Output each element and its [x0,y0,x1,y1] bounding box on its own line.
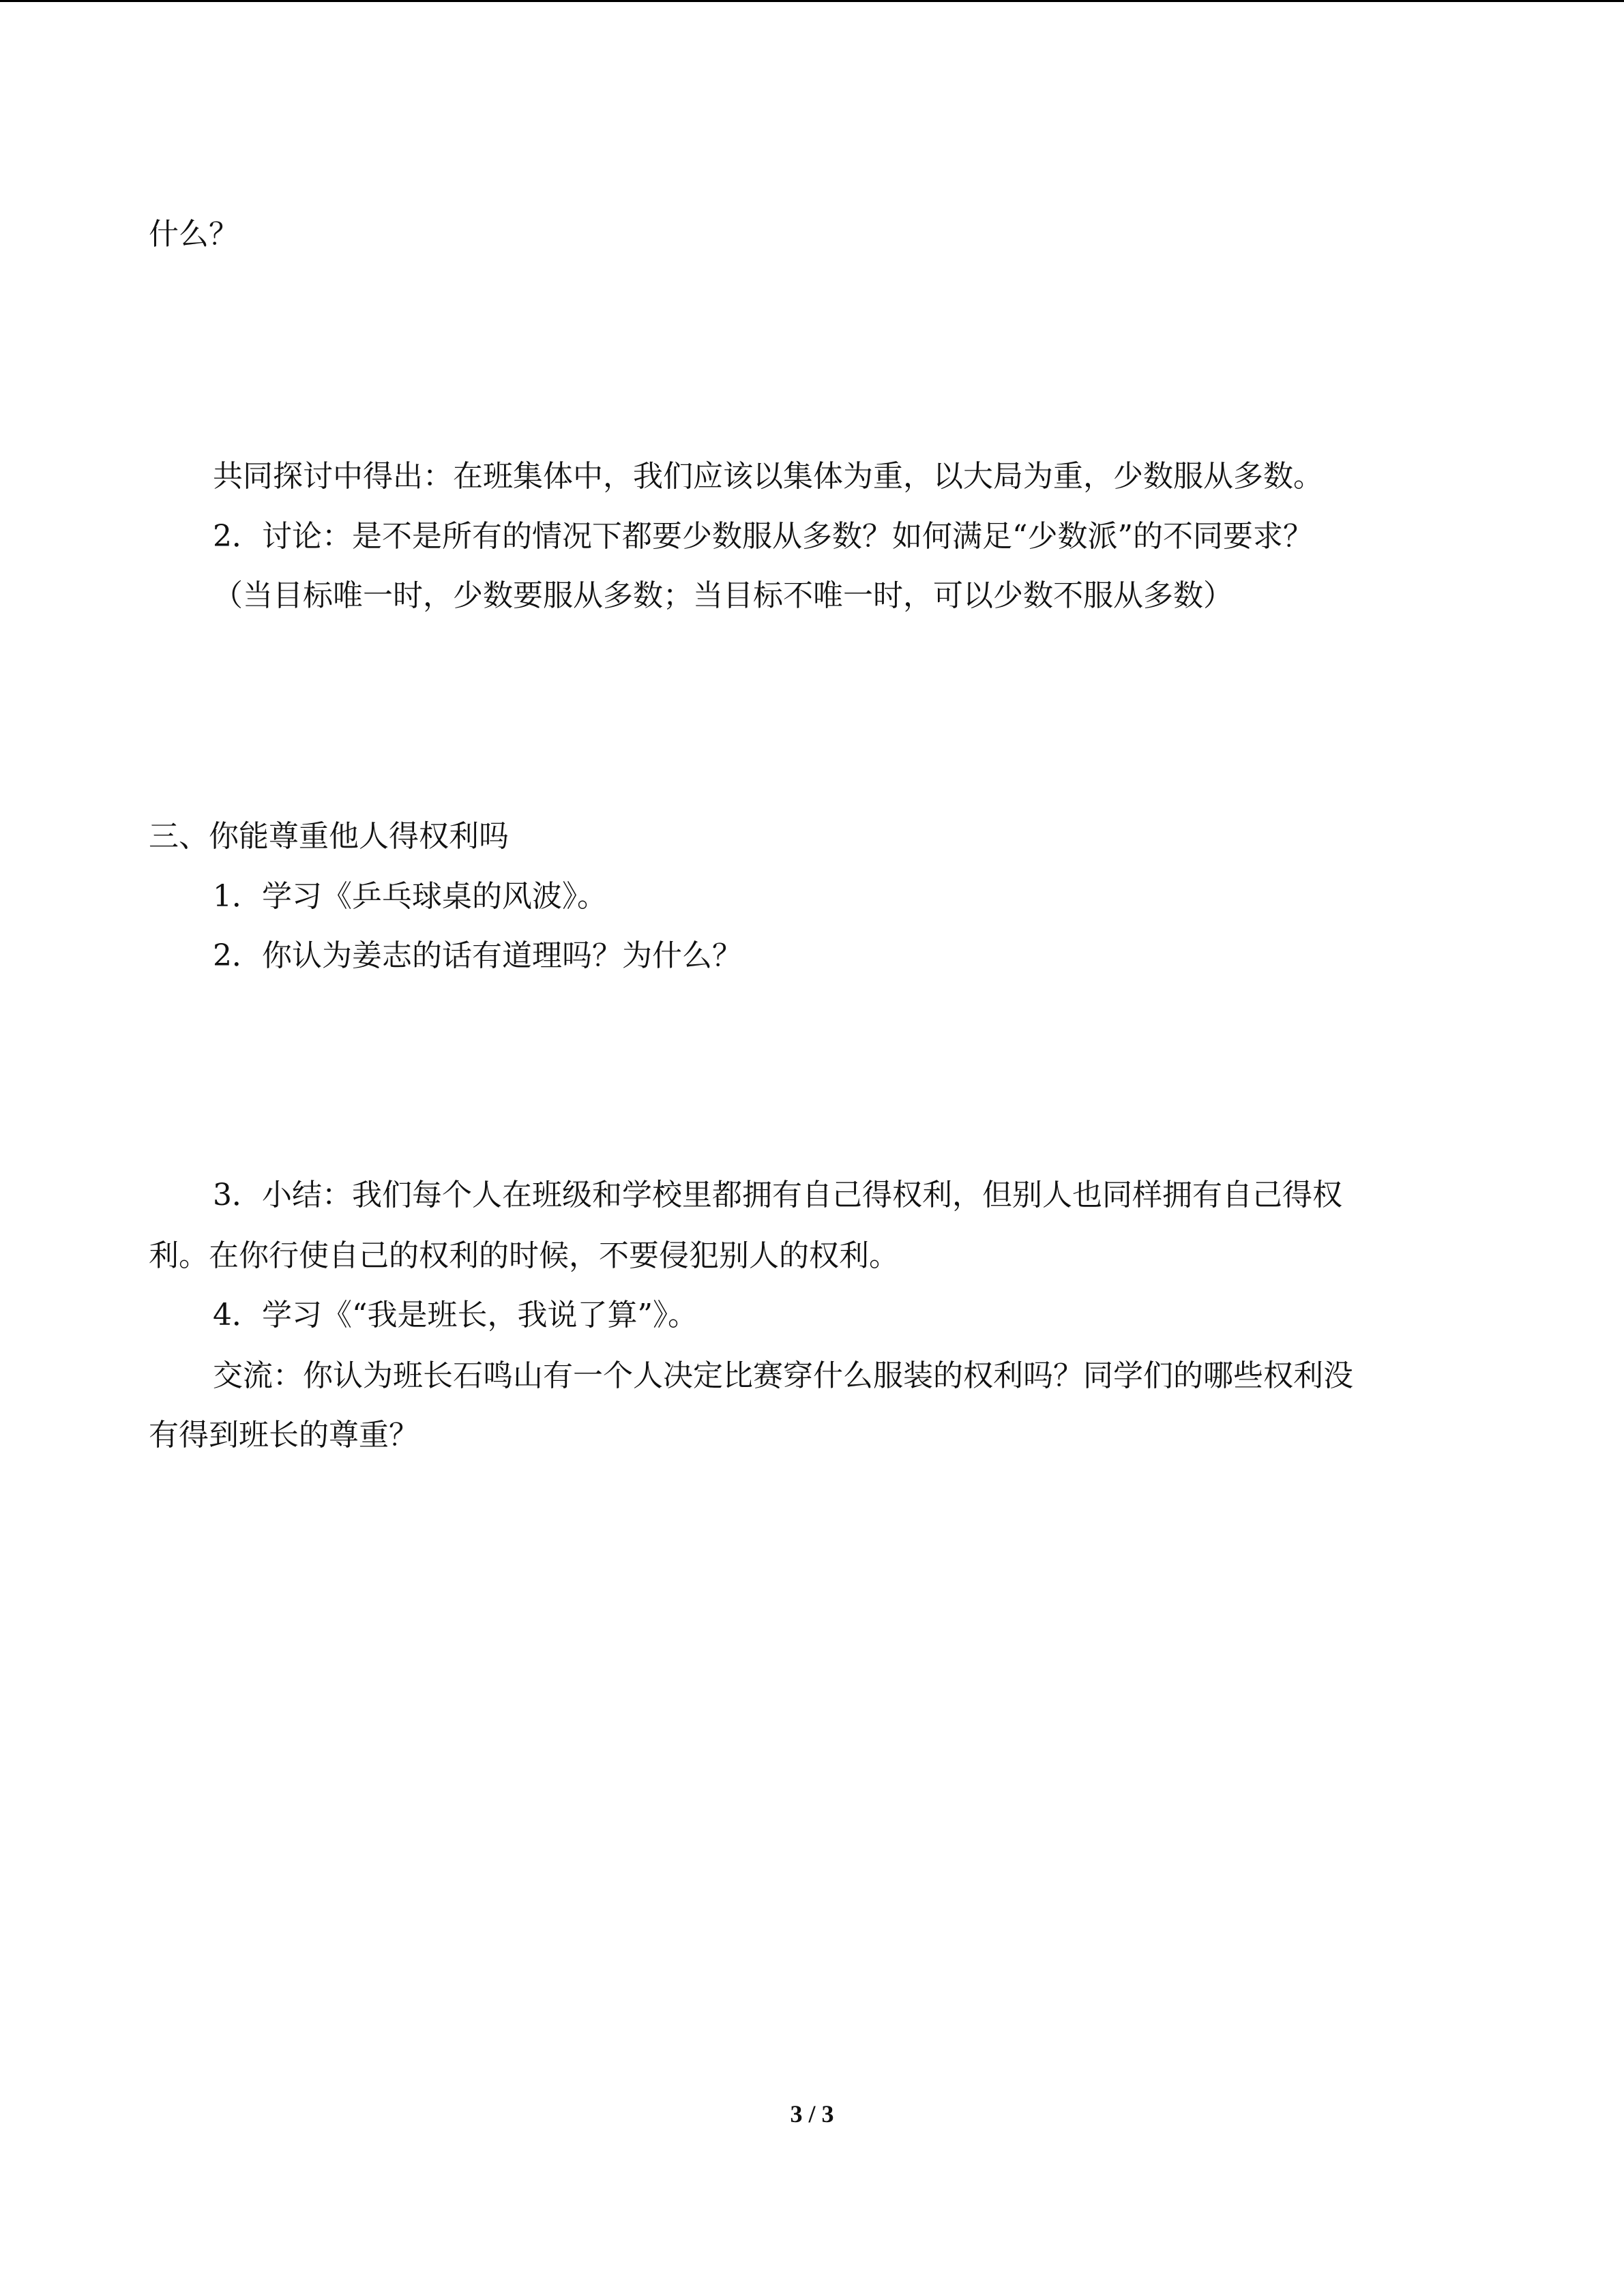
page-top-border [0,0,1624,2]
paragraph-line: 交流：你认为班长石鸣山有一个人决定比赛穿什么服装的权利吗？同学们的哪些权利没 [213,1358,1353,1393]
paragraph-line: 利。在你行使自己的权利的时候，不要侵犯别人的权利。 [149,1238,899,1273]
paragraph-line: 什么？ [149,217,239,252]
paragraph-line: 有得到班长的尊重？ [149,1418,419,1452]
paragraph-line: 1．学习《乒乓球桌的风波》。 [213,879,607,914]
paragraph-line: 2．你认为姜志的话有道理吗？为什么？ [213,938,742,973]
paragraph-line: 共同探讨中得出：在班集体中，我们应该以集体为重，以大局为重，少数服从多数。 [213,459,1323,494]
page-number: 3 / 3 [790,2100,834,2128]
paragraph-line: 2．讨论：是不是所有的情况下都要少数服从多数？如何满足“少数派”的不同要求？ [213,519,1313,554]
paragraph-line: 3．小结：我们每个人在班级和学校里都拥有自己得权利，但别人也同样拥有自己得权 [213,1178,1342,1212]
paragraph-line: 4．学习《“我是班长，我说了算”》。 [213,1298,698,1332]
paragraph-line: （当目标唯一时，少数要服从多数；当目标不唯一时，可以少数不服从多数） [213,578,1233,613]
section-heading: 三、你能尊重他人得权利吗 [149,819,509,854]
